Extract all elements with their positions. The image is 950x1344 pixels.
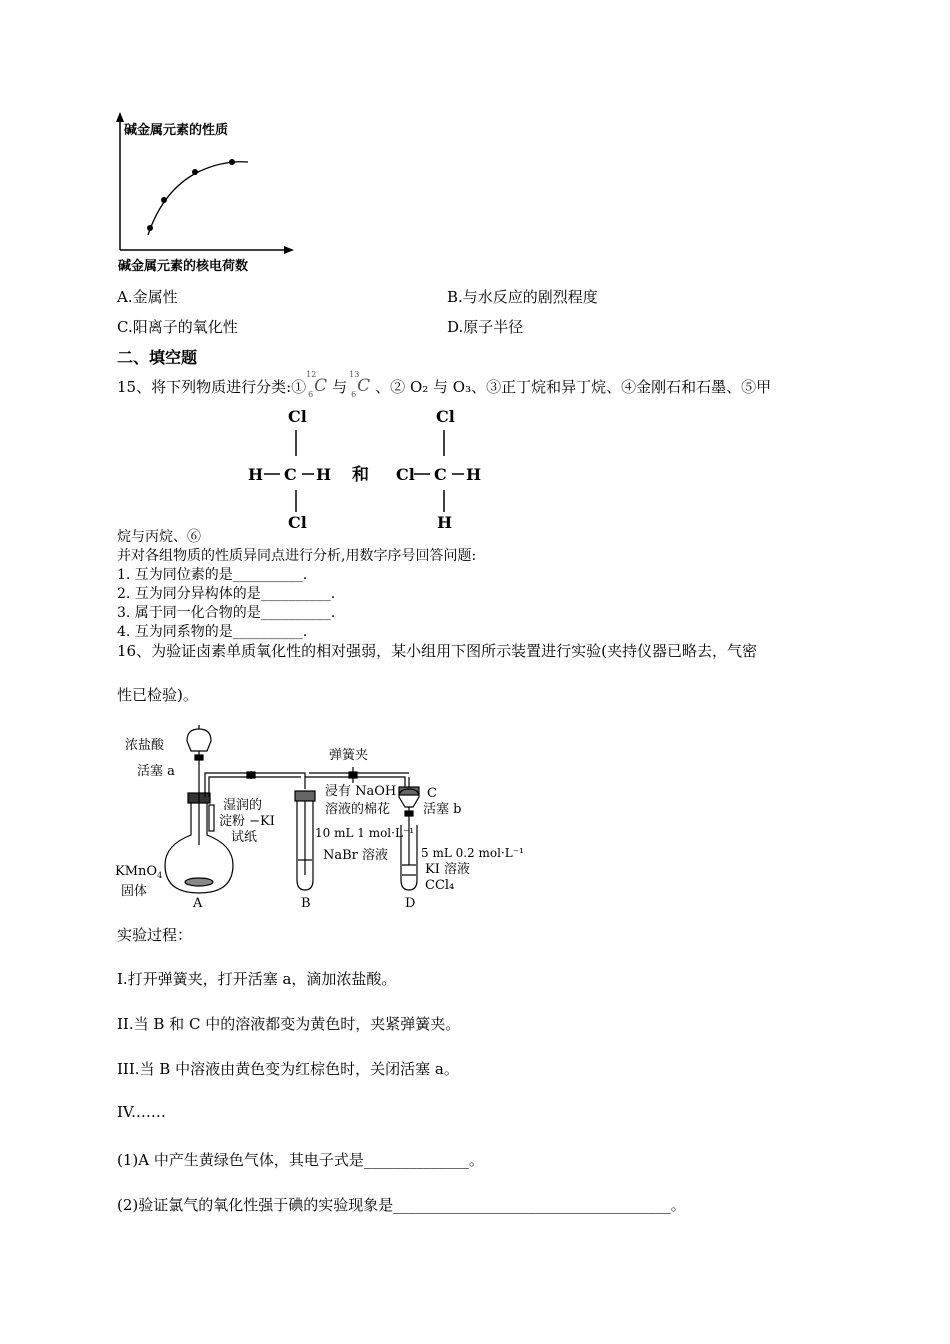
label-b: B [301, 896, 311, 911]
clamp-1 [247, 772, 255, 778]
right-top-cl: Cl [436, 407, 455, 426]
label-a: A [193, 896, 203, 911]
nuclide-c13: 13 6 C [349, 370, 371, 399]
label-dianfen: 淀粉 −KI [219, 814, 275, 829]
q15-q2: 2. 互为同分异构体的是__________. [117, 586, 336, 602]
structural-formulas [240, 400, 500, 535]
stopcock-b [405, 811, 413, 816]
option-a: A.金属性 [117, 288, 178, 306]
data-point [161, 197, 167, 203]
label-c: C [427, 786, 437, 801]
q16-line2: 性已检验)。 [117, 686, 198, 704]
label-mianhua: 溶液的棉花 [325, 802, 391, 817]
right-bottom-h: H [437, 513, 453, 532]
q15-prefix: 15、将下列物质进行分类:① [117, 378, 307, 396]
graph-ylabel: 碱金属元素的性质 [124, 123, 229, 138]
label-conc-d: 5 mL 0.2 mol·L⁻¹ [421, 846, 524, 860]
q16-line1: 16、为验证卤素单质氧化性的相对强弱，某小组用下图所示装置进行实验(夹持仪器已略去，气密 [117, 642, 757, 660]
property-graph [108, 110, 308, 280]
sub-question-1: (1)A 中产生黄绿色气体，其电子式是______________。 [117, 1151, 484, 1169]
option-b: B.与水反应的剧烈程度 [447, 288, 598, 306]
q15-line2: 烷与丙烷、⑥ [117, 529, 201, 545]
label-guti: 固体 [121, 884, 148, 899]
graph-xlabel: 碱金属元素的核电荷数 [118, 259, 249, 274]
step-3: III.当 B 中溶液由黄色变为红棕色时，关闭活塞 a。 [117, 1060, 459, 1078]
label-jinyou: 浸有 NaOH [325, 784, 397, 799]
nuclide-c12: 12 6 C [306, 370, 328, 399]
label-d: D [405, 896, 416, 911]
apparatus-diagram [115, 725, 535, 915]
process-title: 实验过程： [117, 926, 193, 944]
label-nabr: NaBr 溶液 [323, 848, 389, 863]
label-shizhi: 试纸 [231, 830, 258, 845]
sub-question-2: (2)验证氯气的氧化性强于碘的实验现象是_____________________________________。 [117, 1196, 686, 1214]
label-huosai-a: 活塞 a [137, 764, 175, 779]
q15-q1: 1. 互为同位素的是__________. [117, 567, 308, 583]
left-c: C [284, 465, 297, 484]
label-kmno4: KMnO$_4$ [115, 864, 163, 880]
left-h: H [248, 465, 264, 484]
label-shirun: 湿润的 [223, 798, 263, 813]
option-c: C.阳离子的氧化性 [117, 318, 238, 336]
label-ki: KI 溶液 [425, 862, 470, 877]
y-axis-arrow [116, 112, 124, 122]
q15-line1: 15、将下列物质进行分类:① 12 6 C 与 13 6 C 、② O₂ 与 O₃、③正丁烷和异丁烷、④金刚石和石墨、⑤甲 [117, 370, 772, 399]
step-2: II.当 B 和 C 中的溶液都变为黄色时，夹紧弹簧夹。 [117, 1015, 461, 1033]
label-ccl4: CCl₄ [425, 878, 455, 893]
label-nongyansuan: 浓盐酸 [125, 738, 165, 753]
kmno4-solid [185, 878, 213, 886]
label-huosai-b: 活塞 b [423, 802, 462, 817]
ki-paper [209, 805, 214, 831]
left-bottom-cl: Cl [288, 513, 307, 532]
stopcock-a [195, 755, 203, 760]
right-c: C [434, 465, 447, 484]
he-text: 和 [352, 465, 369, 485]
dropping-funnel [187, 729, 211, 751]
q15-q4: 4. 互为同系物的是__________. [117, 624, 308, 640]
step-4: IV.…… [117, 1103, 166, 1121]
data-point [147, 225, 153, 231]
q15-rest: 、② O₂ 与 O₃、③正丁烷和异丁烷、④金刚石和石墨、⑤甲 [375, 378, 772, 396]
right-h: H [466, 465, 482, 484]
left-right-h: H [316, 465, 332, 484]
q15-q3: 3. 属于同一化合物的是__________. [117, 605, 336, 621]
label-conc-b: 10 mL 1 mol·L⁻¹ [315, 826, 415, 840]
left-top-cl: Cl [288, 407, 307, 426]
data-point [229, 159, 235, 165]
option-d: D.原子半径 [447, 318, 524, 336]
right-left-cl: Cl [396, 465, 415, 484]
step-1: I.打开弹簧夹，打开活塞 a，滴加浓盐酸。 [117, 970, 397, 988]
label-tanhuangjia: 弹簧夹 [329, 748, 369, 763]
data-point [192, 169, 198, 175]
tube-b-cotton [295, 791, 315, 801]
q15-line3: 并对各组物质的性质异同点进行分析,用数字序号回答问题: [117, 548, 477, 564]
section-title: 二、填空题 [117, 348, 198, 367]
x-axis-arrow [284, 246, 294, 254]
